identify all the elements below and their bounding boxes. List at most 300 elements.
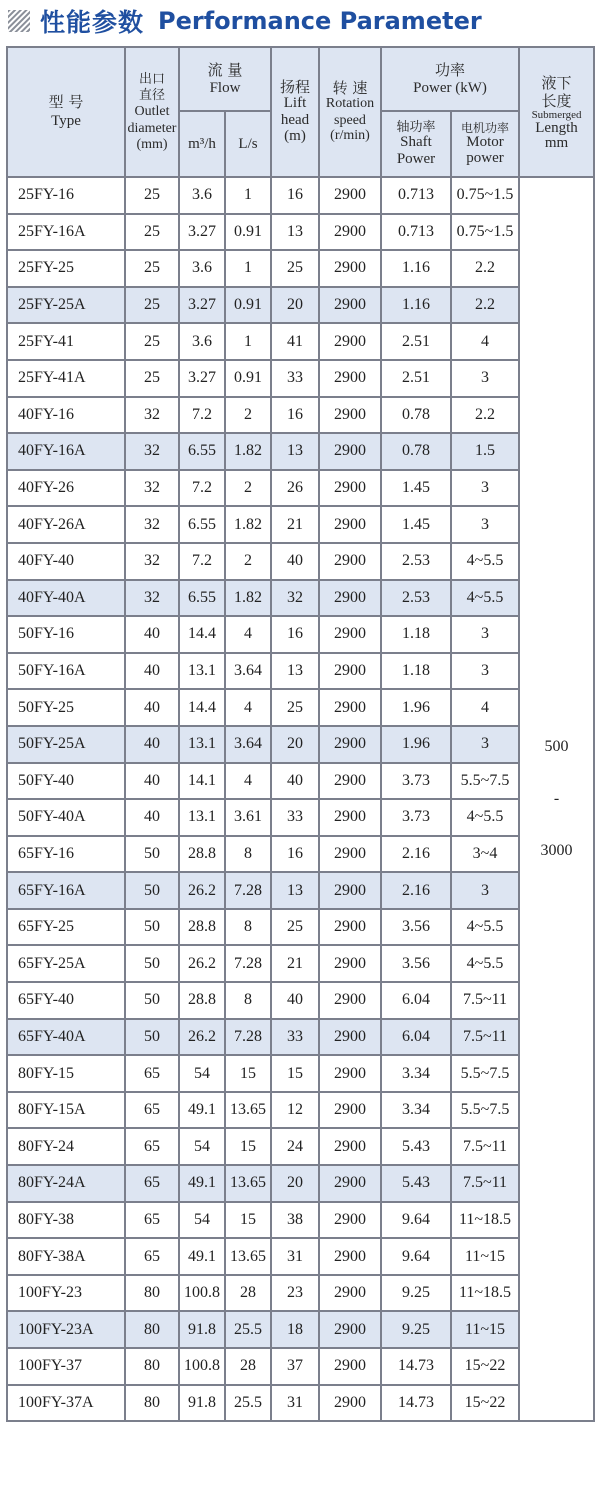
cell-m3h: 3.6	[179, 250, 225, 287]
cell-m3h: 3.6	[179, 177, 225, 214]
cell-model: 40FY-16A	[7, 433, 125, 470]
cell-speed: 2900	[319, 726, 381, 763]
cell-shaft: 5.43	[381, 1165, 451, 1202]
cell-outlet: 32	[125, 506, 179, 543]
submerged-min: 500	[544, 738, 569, 756]
cell-outlet: 50	[125, 872, 179, 909]
table-row	[7, 1311, 594, 1348]
table-row	[7, 689, 594, 726]
cell-m3h: 7.2	[179, 543, 225, 580]
cell-motor: 2.2	[451, 397, 519, 434]
cell-outlet: 50	[125, 982, 179, 1019]
cell-m3h: 6.55	[179, 433, 225, 470]
cell-model: 25FY-25	[7, 250, 125, 287]
cell-lift: 16	[271, 177, 319, 214]
cell-lift: 16	[271, 836, 319, 873]
table-row	[7, 945, 594, 982]
cell-shaft: 6.04	[381, 982, 451, 1019]
cell-lift: 38	[271, 1202, 319, 1239]
cell-m3h: 91.8	[179, 1385, 225, 1422]
cell-m3h: 26.2	[179, 1019, 225, 1056]
cell-outlet: 65	[125, 1055, 179, 1092]
table-row	[7, 580, 594, 617]
cell-m3h: 28.8	[179, 909, 225, 946]
table-row	[7, 799, 594, 836]
cell-outlet: 40	[125, 799, 179, 836]
cell-ls: 1.82	[225, 506, 271, 543]
cell-ls: 1	[225, 250, 271, 287]
cell-speed: 2900	[319, 653, 381, 690]
cell-motor: 4	[451, 689, 519, 726]
cell-lift: 31	[271, 1385, 319, 1422]
cell-motor: 2.2	[451, 250, 519, 287]
cell-model: 80FY-15	[7, 1055, 125, 1092]
header-power: 功率 Power (kW)	[381, 47, 519, 111]
cell-motor: 15~22	[451, 1348, 519, 1385]
cell-outlet: 65	[125, 1092, 179, 1129]
cell-m3h: 7.2	[179, 470, 225, 507]
cell-ls: 1.82	[225, 580, 271, 617]
hatched-square-icon	[8, 10, 30, 32]
cell-shaft: 9.64	[381, 1238, 451, 1275]
cell-m3h: 54	[179, 1055, 225, 1092]
cell-lift: 13	[271, 653, 319, 690]
cell-ls: 0.91	[225, 214, 271, 251]
header-speed: 转 速 Rotation speed (r/min)	[319, 47, 381, 177]
cell-motor: 2.2	[451, 287, 519, 324]
cell-ls: 8	[225, 982, 271, 1019]
cell-shaft: 1.16	[381, 250, 451, 287]
cell-shaft: 0.78	[381, 397, 451, 434]
cell-speed: 2900	[319, 506, 381, 543]
cell-m3h: 14.4	[179, 689, 225, 726]
table-row	[7, 543, 594, 580]
cell-m3h: 100.8	[179, 1348, 225, 1385]
cell-outlet: 50	[125, 945, 179, 982]
table-body	[7, 177, 594, 1421]
cell-motor: 11~18.5	[451, 1275, 519, 1312]
cell-model: 50FY-40A	[7, 799, 125, 836]
cell-m3h: 13.1	[179, 799, 225, 836]
cell-m3h: 14.4	[179, 616, 225, 653]
cell-motor: 15~22	[451, 1385, 519, 1422]
cell-motor: 3	[451, 653, 519, 690]
cell-shaft: 2.16	[381, 836, 451, 873]
cell-model: 25FY-16A	[7, 214, 125, 251]
table-row	[7, 177, 594, 214]
cell-motor: 4~5.5	[451, 799, 519, 836]
cell-outlet: 40	[125, 653, 179, 690]
cell-outlet: 25	[125, 177, 179, 214]
cell-shaft: 3.73	[381, 763, 451, 800]
cell-outlet: 65	[125, 1238, 179, 1275]
cell-motor: 3	[451, 506, 519, 543]
cell-outlet: 25	[125, 287, 179, 324]
cell-outlet: 32	[125, 580, 179, 617]
cell-outlet: 65	[125, 1128, 179, 1165]
cell-speed: 2900	[319, 323, 381, 360]
cell-speed: 2900	[319, 214, 381, 251]
cell-lift: 20	[271, 726, 319, 763]
header-type: 型 号 Type	[7, 47, 125, 177]
cell-motor: 0.75~1.5	[451, 177, 519, 214]
cell-motor: 1.5	[451, 433, 519, 470]
cell-shaft: 2.53	[381, 543, 451, 580]
cell-lift: 25	[271, 909, 319, 946]
cell-ls: 13.65	[225, 1165, 271, 1202]
cell-model: 65FY-25A	[7, 945, 125, 982]
cell-ls: 28	[225, 1348, 271, 1385]
table-row	[7, 1202, 594, 1239]
cell-ls: 28	[225, 1275, 271, 1312]
cell-lift: 25	[271, 250, 319, 287]
cell-speed: 2900	[319, 1128, 381, 1165]
cell-lift: 40	[271, 982, 319, 1019]
cell-motor: 5.5~7.5	[451, 1092, 519, 1129]
cell-outlet: 80	[125, 1385, 179, 1422]
cell-model: 65FY-40	[7, 982, 125, 1019]
cell-m3h: 49.1	[179, 1092, 225, 1129]
cell-m3h: 54	[179, 1202, 225, 1239]
cell-model: 100FY-37	[7, 1348, 125, 1385]
cell-model: 65FY-40A	[7, 1019, 125, 1056]
cell-m3h: 13.1	[179, 653, 225, 690]
cell-m3h: 49.1	[179, 1238, 225, 1275]
cell-lift: 20	[271, 1165, 319, 1202]
cell-outlet: 40	[125, 689, 179, 726]
cell-motor: 11~15	[451, 1238, 519, 1275]
cell-ls: 3.64	[225, 726, 271, 763]
title-english: Performance Parameter	[158, 7, 482, 35]
cell-outlet: 32	[125, 470, 179, 507]
table-row	[7, 982, 594, 1019]
cell-ls: 15	[225, 1128, 271, 1165]
cell-motor: 5.5~7.5	[451, 763, 519, 800]
cell-model: 50FY-40	[7, 763, 125, 800]
cell-motor: 0.75~1.5	[451, 214, 519, 251]
cell-outlet: 65	[125, 1202, 179, 1239]
cell-m3h: 6.55	[179, 506, 225, 543]
cell-motor: 4	[451, 323, 519, 360]
cell-lift: 15	[271, 1055, 319, 1092]
cell-motor: 4~5.5	[451, 909, 519, 946]
cell-shaft: 5.43	[381, 1128, 451, 1165]
cell-motor: 5.5~7.5	[451, 1055, 519, 1092]
table-row	[7, 250, 594, 287]
cell-model: 50FY-25	[7, 689, 125, 726]
cell-model: 65FY-16	[7, 836, 125, 873]
cell-shaft: 1.16	[381, 287, 451, 324]
cell-shaft: 0.713	[381, 177, 451, 214]
cell-lift: 33	[271, 1019, 319, 1056]
cell-shaft: 1.45	[381, 506, 451, 543]
cell-ls: 4	[225, 763, 271, 800]
cell-speed: 2900	[319, 763, 381, 800]
cell-m3h: 28.8	[179, 982, 225, 1019]
cell-lift: 40	[271, 543, 319, 580]
cell-model: 80FY-24A	[7, 1165, 125, 1202]
cell-speed: 2900	[319, 397, 381, 434]
cell-lift: 13	[271, 214, 319, 251]
cell-shaft: 1.18	[381, 616, 451, 653]
cell-lift: 37	[271, 1348, 319, 1385]
cell-speed: 2900	[319, 1092, 381, 1129]
cell-lift: 41	[271, 323, 319, 360]
cell-shaft: 14.73	[381, 1348, 451, 1385]
cell-speed: 2900	[319, 177, 381, 214]
cell-motor: 11~18.5	[451, 1202, 519, 1239]
cell-motor: 4~5.5	[451, 580, 519, 617]
cell-lift: 16	[271, 397, 319, 434]
cell-outlet: 25	[125, 214, 179, 251]
cell-ls: 0.91	[225, 287, 271, 324]
header-shaft-power: 轴功率 Shaft Power	[381, 111, 451, 177]
cell-speed: 2900	[319, 616, 381, 653]
cell-speed: 2900	[319, 580, 381, 617]
cell-lift: 23	[271, 1275, 319, 1312]
cell-ls: 7.28	[225, 1019, 271, 1056]
cell-model: 100FY-37A	[7, 1385, 125, 1422]
cell-model: 40FY-40	[7, 543, 125, 580]
cell-ls: 13.65	[225, 1092, 271, 1129]
table-row	[7, 909, 594, 946]
cell-m3h: 100.8	[179, 1275, 225, 1312]
cell-model: 50FY-25A	[7, 726, 125, 763]
cell-model: 100FY-23A	[7, 1311, 125, 1348]
cell-lift: 40	[271, 763, 319, 800]
cell-ls: 1	[225, 323, 271, 360]
cell-m3h: 3.27	[179, 287, 225, 324]
table-row	[7, 323, 594, 360]
cell-m3h: 3.27	[179, 360, 225, 397]
cell-lift: 32	[271, 580, 319, 617]
performance-table	[6, 46, 595, 1422]
header-lift: 扬程 Lift head (m)	[271, 47, 319, 177]
cell-ls: 25.5	[225, 1311, 271, 1348]
cell-m3h: 3.6	[179, 323, 225, 360]
cell-model: 100FY-23	[7, 1275, 125, 1312]
cell-shaft: 1.18	[381, 653, 451, 690]
header-flow: 流 量 Flow	[179, 47, 271, 111]
table-row	[7, 433, 594, 470]
cell-model: 40FY-40A	[7, 580, 125, 617]
cell-lift: 18	[271, 1311, 319, 1348]
cell-shaft: 0.78	[381, 433, 451, 470]
cell-motor: 7.5~11	[451, 1019, 519, 1056]
cell-ls: 2	[225, 543, 271, 580]
cell-lift: 24	[271, 1128, 319, 1165]
header-motor-power: 电机功率 Motor power	[451, 111, 519, 177]
cell-lift: 25	[271, 689, 319, 726]
cell-shaft: 1.96	[381, 689, 451, 726]
cell-ls: 4	[225, 616, 271, 653]
cell-speed: 2900	[319, 470, 381, 507]
cell-model: 65FY-16A	[7, 872, 125, 909]
cell-ls: 1.82	[225, 433, 271, 470]
cell-outlet: 32	[125, 543, 179, 580]
table-row	[7, 1092, 594, 1129]
cell-m3h: 6.55	[179, 580, 225, 617]
cell-motor: 3~4	[451, 836, 519, 873]
cell-ls: 3.61	[225, 799, 271, 836]
cell-ls: 8	[225, 909, 271, 946]
cell-speed: 2900	[319, 1238, 381, 1275]
cell-outlet: 25	[125, 250, 179, 287]
cell-motor: 4~5.5	[451, 543, 519, 580]
cell-model: 25FY-41	[7, 323, 125, 360]
cell-speed: 2900	[319, 836, 381, 873]
cell-speed: 2900	[319, 1385, 381, 1422]
cell-motor: 3	[451, 872, 519, 909]
cell-speed: 2900	[319, 360, 381, 397]
header-outlet: 出口直径 Outlet diameter (mm)	[125, 47, 179, 177]
cell-shaft: 14.73	[381, 1385, 451, 1422]
title-chinese: 性能参数	[40, 8, 145, 37]
table-row	[7, 397, 594, 434]
cell-speed: 2900	[319, 689, 381, 726]
cell-ls: 1	[225, 177, 271, 214]
cell-ls: 15	[225, 1055, 271, 1092]
cell-motor: 3	[451, 360, 519, 397]
table-row	[7, 470, 594, 507]
cell-shaft: 0.713	[381, 214, 451, 251]
cell-outlet: 25	[125, 360, 179, 397]
cell-speed: 2900	[319, 872, 381, 909]
cell-speed: 2900	[319, 287, 381, 324]
cell-motor: 3	[451, 726, 519, 763]
cell-model: 50FY-16	[7, 616, 125, 653]
table-row	[7, 1165, 594, 1202]
cell-model: 80FY-24	[7, 1128, 125, 1165]
cell-ls: 2	[225, 470, 271, 507]
cell-ls: 2	[225, 397, 271, 434]
cell-ls: 25.5	[225, 1385, 271, 1422]
cell-outlet: 65	[125, 1165, 179, 1202]
cell-speed: 2900	[319, 1348, 381, 1385]
table-row	[7, 836, 594, 873]
cell-speed: 2900	[319, 433, 381, 470]
cell-outlet: 80	[125, 1311, 179, 1348]
cell-m3h: 14.1	[179, 763, 225, 800]
table-row	[7, 726, 594, 763]
cell-speed: 2900	[319, 1055, 381, 1092]
cell-speed: 2900	[319, 1165, 381, 1202]
cell-lift: 13	[271, 872, 319, 909]
cell-m3h: 3.27	[179, 214, 225, 251]
table-row	[7, 360, 594, 397]
cell-m3h: 91.8	[179, 1311, 225, 1348]
table-row	[7, 1275, 594, 1312]
cell-speed: 2900	[319, 909, 381, 946]
cell-shaft: 3.73	[381, 799, 451, 836]
cell-motor: 11~15	[451, 1311, 519, 1348]
cell-ls: 4	[225, 689, 271, 726]
cell-shaft: 3.56	[381, 945, 451, 982]
cell-shaft: 1.45	[381, 470, 451, 507]
cell-speed: 2900	[319, 1311, 381, 1348]
cell-shaft: 3.56	[381, 909, 451, 946]
header-submerged: 液下长度 Submerged Length mm	[519, 47, 594, 177]
cell-shaft: 9.64	[381, 1202, 451, 1239]
cell-model: 25FY-25A	[7, 287, 125, 324]
cell-model: 80FY-15A	[7, 1092, 125, 1129]
cell-shaft: 2.51	[381, 323, 451, 360]
cell-model: 40FY-26	[7, 470, 125, 507]
cell-lift: 33	[271, 360, 319, 397]
cell-speed: 2900	[319, 250, 381, 287]
cell-motor: 7.5~11	[451, 1165, 519, 1202]
cell-speed: 2900	[319, 945, 381, 982]
cell-speed: 2900	[319, 982, 381, 1019]
table-row	[7, 214, 594, 251]
cell-m3h: 49.1	[179, 1165, 225, 1202]
cell-m3h: 26.2	[179, 872, 225, 909]
cell-shaft: 2.51	[381, 360, 451, 397]
table-row	[7, 1385, 594, 1422]
cell-shaft: 3.34	[381, 1055, 451, 1092]
cell-shaft: 3.34	[381, 1092, 451, 1129]
cell-outlet: 40	[125, 616, 179, 653]
cell-outlet: 40	[125, 726, 179, 763]
table-row	[7, 872, 594, 909]
table-row	[7, 653, 594, 690]
cell-ls: 3.64	[225, 653, 271, 690]
header-flow-m3h: m³/h	[179, 111, 225, 177]
cell-model: 40FY-26A	[7, 506, 125, 543]
cell-outlet: 32	[125, 433, 179, 470]
cell-lift: 16	[271, 616, 319, 653]
cell-outlet: 25	[125, 323, 179, 360]
cell-speed: 2900	[319, 1019, 381, 1056]
cell-m3h: 28.8	[179, 836, 225, 873]
cell-speed: 2900	[319, 1202, 381, 1239]
cell-m3h: 13.1	[179, 726, 225, 763]
cell-lift: 33	[271, 799, 319, 836]
cell-m3h: 26.2	[179, 945, 225, 982]
cell-model: 25FY-41A	[7, 360, 125, 397]
table-row	[7, 1055, 594, 1092]
table-row	[7, 1348, 594, 1385]
cell-ls: 13.65	[225, 1238, 271, 1275]
cell-outlet: 80	[125, 1348, 179, 1385]
cell-motor: 7.5~11	[451, 1128, 519, 1165]
cell-ls: 15	[225, 1202, 271, 1239]
cell-model: 50FY-16A	[7, 653, 125, 690]
table-row	[7, 287, 594, 324]
cell-motor: 7.5~11	[451, 982, 519, 1019]
cell-ls: 7.28	[225, 945, 271, 982]
cell-lift: 26	[271, 470, 319, 507]
table-row	[7, 506, 594, 543]
table-row	[7, 1238, 594, 1275]
table-row	[7, 1019, 594, 1056]
cell-lift: 13	[271, 433, 319, 470]
cell-motor: 4~5.5	[451, 945, 519, 982]
cell-shaft: 1.96	[381, 726, 451, 763]
cell-outlet: 50	[125, 909, 179, 946]
cell-motor: 3	[451, 616, 519, 653]
cell-model: 65FY-25	[7, 909, 125, 946]
cell-motor: 3	[451, 470, 519, 507]
submerged-max: 3000	[540, 842, 573, 860]
submerged-sep: -	[553, 790, 560, 808]
cell-speed: 2900	[319, 543, 381, 580]
cell-ls: 8	[225, 836, 271, 873]
cell-speed: 2900	[319, 799, 381, 836]
table-row	[7, 763, 594, 800]
table-row	[7, 616, 594, 653]
cell-shaft: 6.04	[381, 1019, 451, 1056]
